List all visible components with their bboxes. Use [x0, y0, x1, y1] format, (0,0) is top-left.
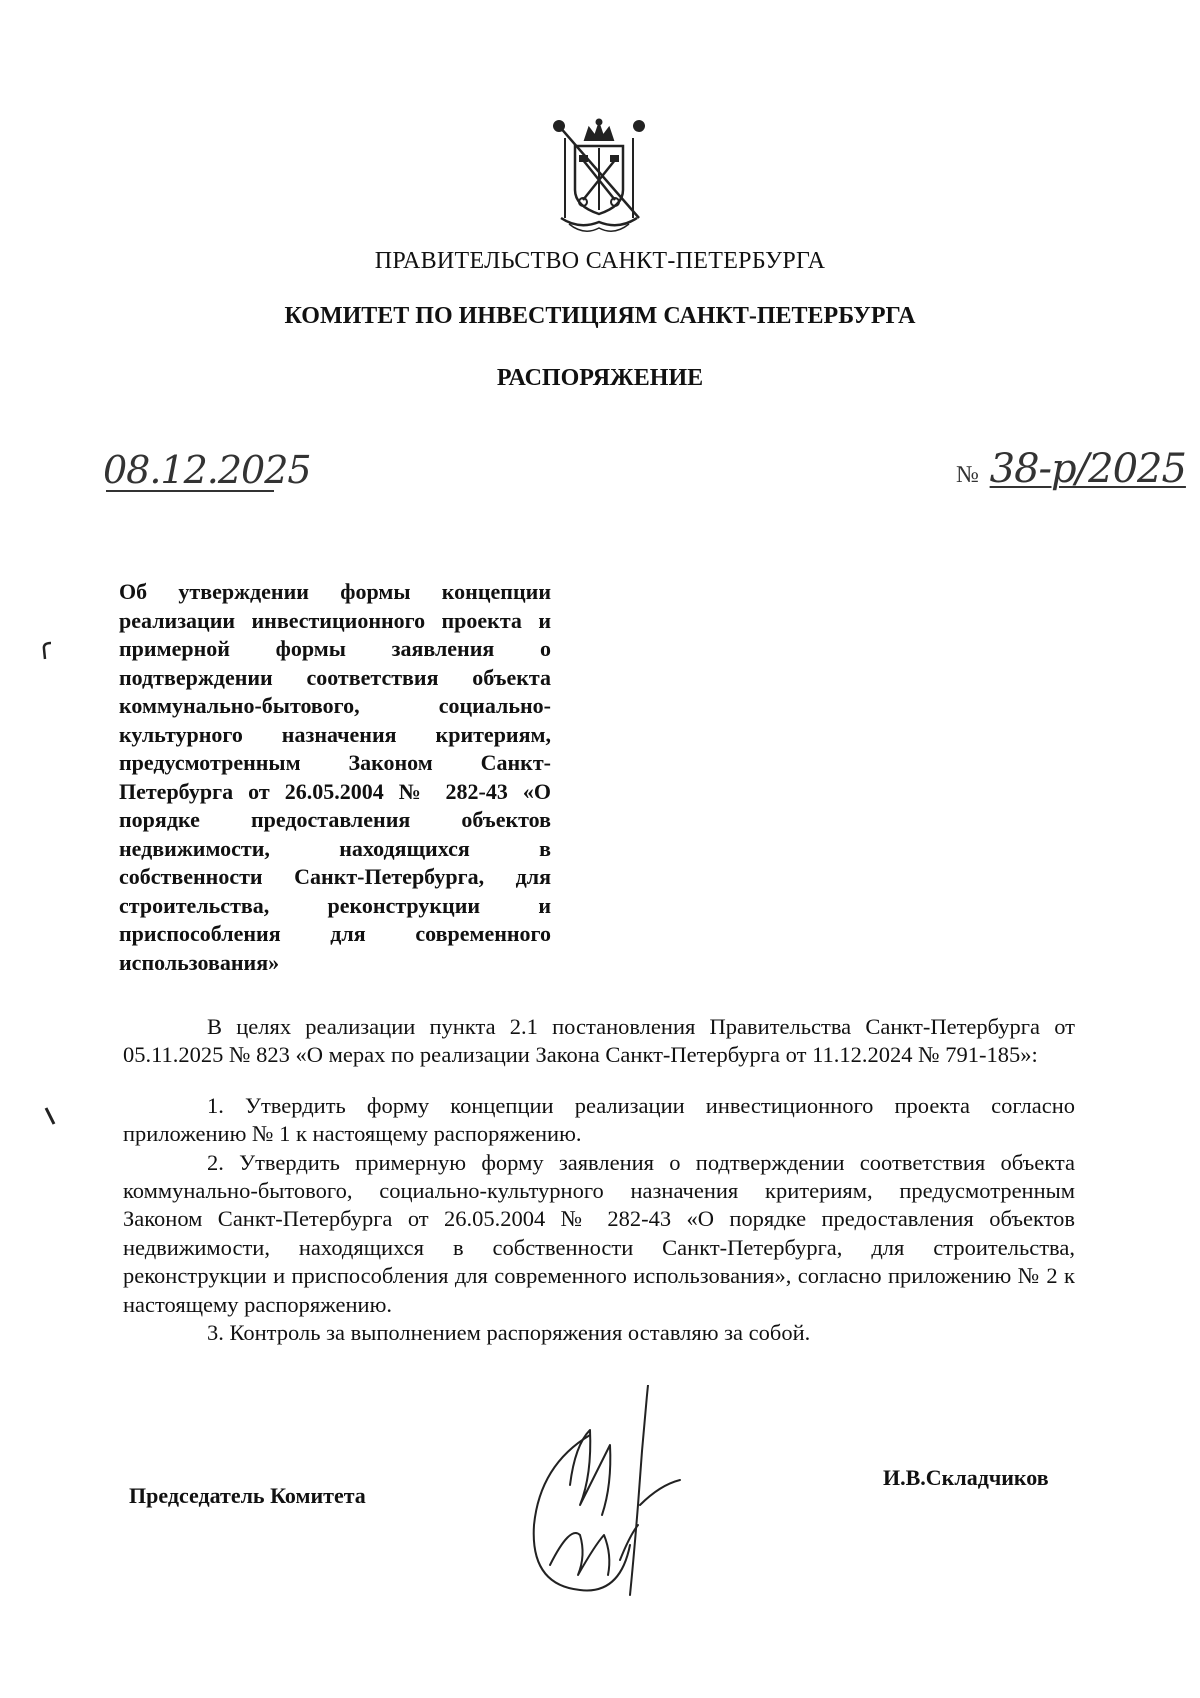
number-value: 38-р/2025: [989, 446, 1186, 492]
document-subject: Об утверждении формы концепции реализации инвестиционного проекта и примерной формы заявления о подтверждении соответствия объекта коммунально-бытового, социально-культурного назначения критериям, предусмотренным Законом Санкт-Петербурга от 26.05.2004 № 282-43 «О порядке предоставления объектов недвижимости, находящихся в собственности Санкт-Петербурга, для строительства, реконструкции и приспособления для современного использования»: [119, 579, 551, 975]
coat-of-arms-icon: [539, 118, 659, 238]
government-title: ПРАВИТЕЛЬСТВО САНКТ-ПЕТЕРБУРГА: [374, 248, 826, 274]
document-body: [123, 1013, 1075, 1347]
scan-mark: [44, 1106, 58, 1126]
body-item-2: 2. Утвердить примерную форму заявления о подтверждении соответствия объекта коммунально-бытового, социально-культурного назначения критериям, предусмотренным Законом Санкт-Петербурга от 26.05.2004 № 282-43 «О порядке предоставления объектов недвижимости, находящихся в собственности Санкт-Петербурга, для строительства, реконструкции и приспособления для современного использования», согласно приложению № 2 к настоящему распоряжению.: [123, 1149, 1075, 1317]
number-prefix: №: [956, 462, 978, 488]
date-underline: [106, 490, 274, 492]
body-item-1: 1. Утвердить форму концепции реализации инвестиционного проекта согласно приложению № 1 к настоящему распоряжению.: [123, 1092, 1075, 1147]
signer-position: Председатель Комитета: [129, 1483, 366, 1508]
body-item-3: 3. Контроль за выполнением распоряжения оставляю за собой.: [207, 1320, 811, 1346]
signer-name: И.В.Складчиков: [883, 1465, 1049, 1490]
committee-title: КОМИТЕТ ПО ИНВЕСТИЦИЯМ САНКТ-ПЕТЕРБУРГА: [284, 303, 916, 329]
handwritten-signature: [520, 1385, 750, 1605]
document-date: 08.12.2025: [103, 448, 311, 492]
scan-mark: [41, 641, 53, 661]
document-number: [956, 446, 1186, 492]
preamble-paragraph: В целях реализации пункта 2.1 постановления Правительства Санкт-Петербурга от 05.11.2025 № 823 «О мерах по реализации Закона Санкт-Петербурга от 11.12.2024 № 791-185»:: [123, 1014, 1075, 1068]
document-type: РАСПОРЯЖЕНИЕ: [496, 365, 704, 391]
